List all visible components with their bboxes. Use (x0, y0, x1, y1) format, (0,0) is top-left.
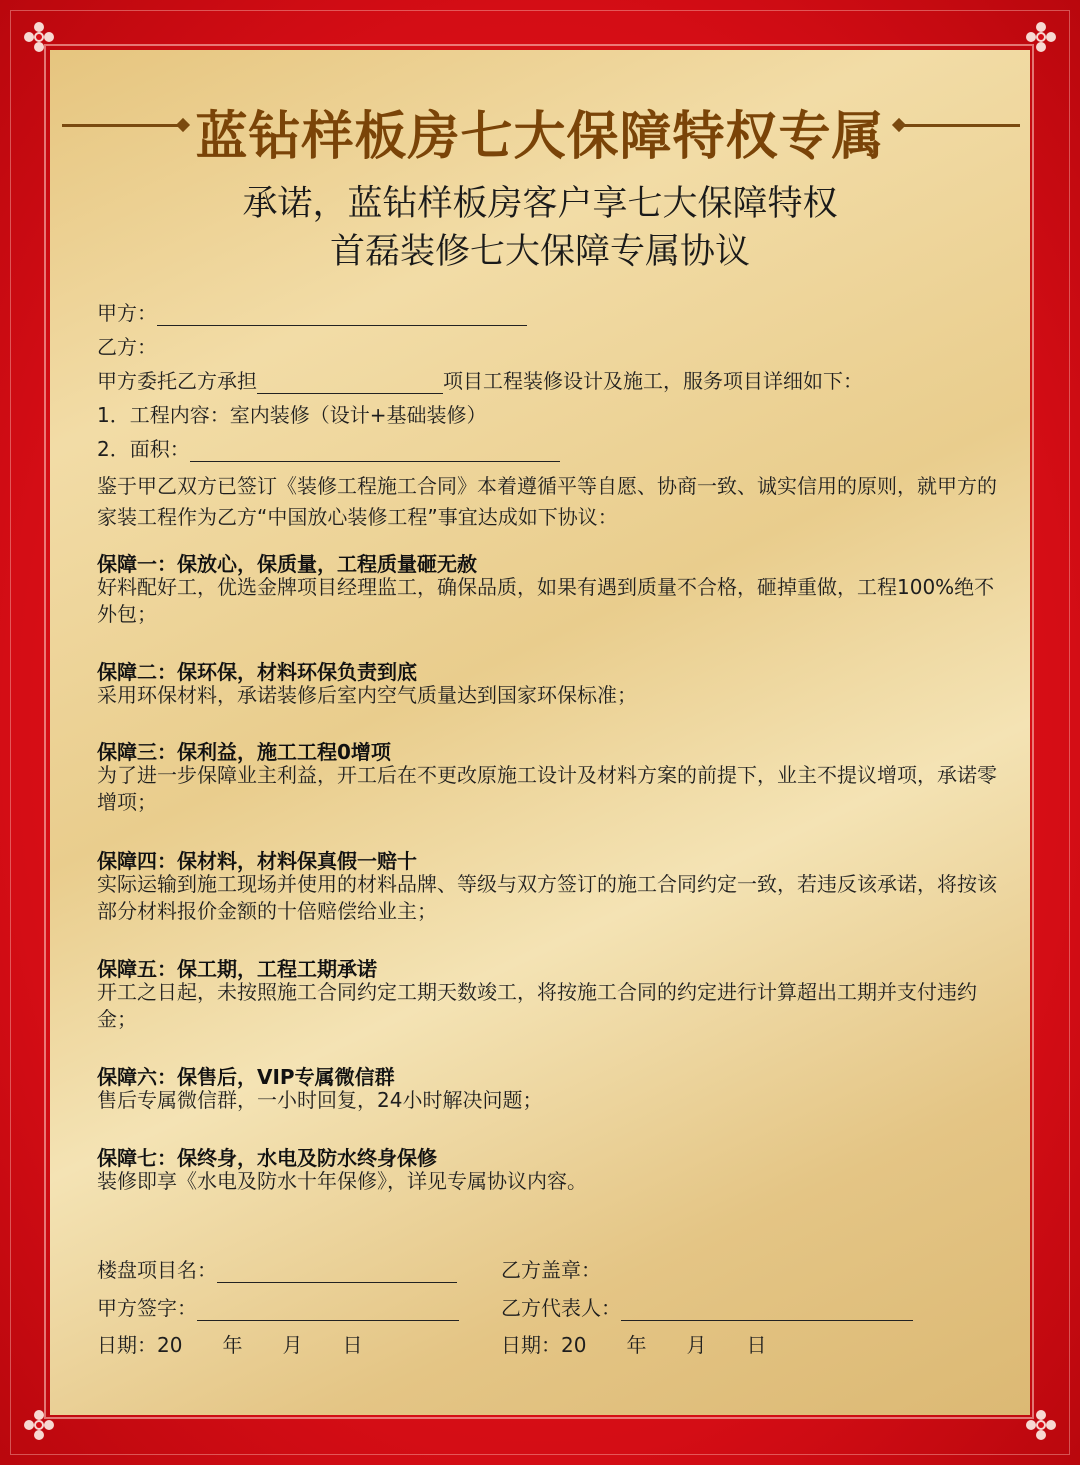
corner-ornament-icon (1024, 1408, 1058, 1442)
entrust-suffix: 项目工程装修设计及施工，服务项目详细如下： (443, 369, 863, 393)
guarantee-5-heading: 保障五：保工期，工程工期承诺 (97, 957, 377, 981)
item-1: 1．工程内容：室内装修（设计+基础装修） (97, 403, 487, 427)
guarantee-7-heading: 保障七：保终身，水电及防水终身保修 (97, 1146, 437, 1170)
party-b-seal-label: 乙方盖章： (501, 1258, 601, 1282)
party-b-field (97, 331, 157, 360)
party-a-sign-blank[interactable] (197, 1300, 459, 1321)
party-b-label: 乙方： (97, 335, 157, 359)
guarantee-3-body: 为了进一步保障业主利益，开工后在不更改原施工设计及材料方案的前提下，业主不提议增项，承诺零增项； (97, 763, 997, 814)
party-a-field (97, 297, 527, 326)
guarantee-5-body: 开工之日起，未按照施工合同约定工期天数竣工，将按施工合同的约定进行计算超出工期并支付违约金； (97, 980, 977, 1031)
party-a-blank[interactable] (157, 305, 527, 326)
date-right: 日期：20 年 月 日 (501, 1333, 767, 1357)
title-right-ornament (900, 124, 1020, 127)
guarantee-6-heading: 保障六：保售后，VIP专属微信群 (97, 1065, 395, 1089)
guarantee-1-body: 好料配好工，优选金牌项目经理监工，确保品质，如果有遇到质量不合格，砸掉重做，工程100%绝不外包； (97, 575, 995, 626)
party-b-rep-field (501, 1292, 913, 1321)
guarantee-4-heading: 保障四：保材料，材料保真假一赔十 (97, 849, 417, 873)
guarantee-1-heading: 保障一：保放心，保质量，工程质量砸无赦 (97, 552, 477, 576)
corner-ornament-icon (22, 20, 56, 54)
guarantee-7-body: 装修即享《水电及防水十年保修》，详见专属协议内容。 (97, 1169, 587, 1193)
entrust-prefix: 甲方委托乙方承担 (97, 369, 257, 393)
party-b-rep-blank[interactable] (621, 1300, 913, 1321)
guarantee-3-heading: 保障三：保利益，施工工程0增项 (97, 740, 391, 764)
party-a-label: 甲方： (97, 301, 157, 325)
title-block (0, 88, 1080, 168)
area-label: 2．面积： (97, 437, 190, 461)
area-blank[interactable] (190, 441, 560, 462)
guarantee-2-body: 采用环保材料，承诺装修后室内空气质量达到国家环保标准； (97, 683, 637, 707)
guarantee-2-heading: 保障二：保环保，材料环保负责到底 (97, 660, 417, 684)
party-a-sign-field (97, 1292, 459, 1321)
project-name-label: 楼盘项目名： (97, 1258, 217, 1282)
preamble-paragraph: 鉴于甲乙双方已签订《装修工程施工合同》本着遵循平等自愿、协商一致、诚实信用的原则，就甲方的家装工程作为乙方“中国放心装修工程”事宜达成如下协议： (97, 474, 997, 529)
guarantee-4-body: 实际运输到施工现场并使用的材料品牌、等级与双方签订的施工合同约定一致，若违反该承诺，将按该部分材料报价金额的十倍赔偿给业主； (97, 872, 997, 923)
subtitle-line-2: 首磊装修七大保障专属协议 (329, 232, 750, 272)
project-blank[interactable] (257, 373, 443, 394)
title-left-ornament (62, 124, 182, 127)
project-name-field (97, 1254, 457, 1283)
corner-ornament-icon (22, 1408, 56, 1442)
corner-ornament-icon (1024, 20, 1058, 54)
party-a-sign-label: 甲方签字： (97, 1296, 197, 1320)
subtitle-line-1: 承诺，蓝钻样板房客户享七大保障特权 (242, 184, 838, 224)
entrust-line (97, 365, 863, 394)
area-field (97, 433, 560, 462)
party-b-rep-label: 乙方代表人： (501, 1296, 621, 1320)
page-title: 蓝钻样板房七大保障特权专属 (195, 107, 885, 167)
date-left: 日期：20 年 月 日 (97, 1333, 363, 1357)
project-name-blank[interactable] (217, 1262, 457, 1283)
guarantee-6-body: 售后专属微信群，一小时回复，24小时解决问题； (97, 1088, 543, 1112)
